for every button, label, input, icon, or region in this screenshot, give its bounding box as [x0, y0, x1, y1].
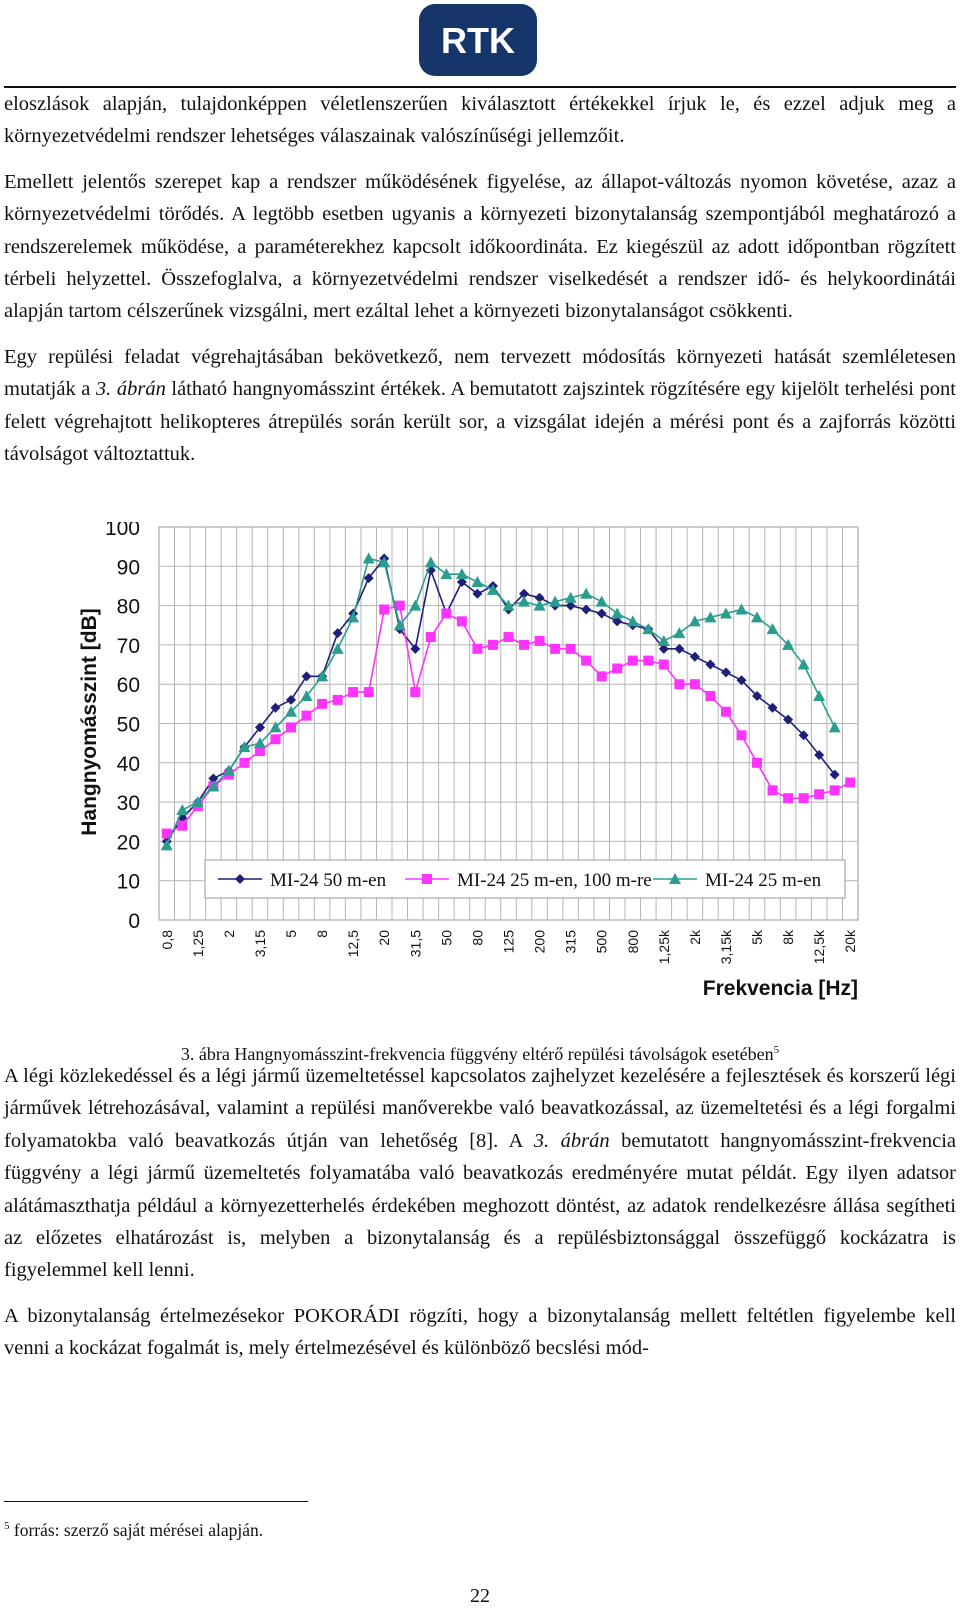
x-tick-label: 80 [469, 930, 486, 946]
series-2-point [814, 789, 824, 799]
series-2-point [441, 608, 451, 618]
page-number: 22 [470, 1585, 490, 1607]
series-2-point [737, 730, 747, 740]
series-2-point [488, 640, 498, 650]
y-tick-label: 90 [116, 556, 140, 580]
x-tick-label: 20 [376, 930, 393, 946]
legend-marker [422, 874, 432, 884]
paragraph-2: Emellett jelentős szerepet kap a rendszer működésének figyelése, az állapot-változás nyomon követése, azaz a környezetvédelmi törődés. A legtöbb esetben ugyanis a környezeti bizonytalanság szempontjából meghatározó a rendszerelemek működése, a paraméterekhez kapcsolt időkoordináta. Ez kiegészül az adott időpontban rögzített térbeli helyzettel. Összefoglalva, a környezetvédelmi rendszer viselkedését a rendszer idő- és helykoordinátái alapján tartom célszerűnek vizsgálni, mert ezáltal lehet a környezeti bizonytalanságot csökkenti. [4, 170, 956, 323]
figure-ref: 3. ábrán [95, 378, 166, 401]
series-2-point [177, 821, 187, 831]
series-2-point [348, 687, 358, 697]
y-tick-label: 40 [116, 752, 140, 776]
x-tick-label: 3,15k [717, 930, 734, 965]
y-tick-label: 60 [116, 674, 140, 698]
series-2-point [721, 707, 731, 717]
paragraph-5: A bizonytalanság értelmezésekor POKORÁDI rögzíti, hogy a bizonytalanság mellett feltétlen figyelembe kell venni a kockázat fogalmát is, mely értelmezésével és különböző becslési mód- [4, 1304, 956, 1360]
series-2-point [333, 695, 343, 705]
series-2-point [628, 656, 638, 666]
series-2-point [426, 632, 436, 642]
x-tick-label: 8 [314, 930, 331, 938]
x-tick-label: 5 [283, 930, 300, 938]
series-2-point [674, 679, 684, 689]
paragraph-3: Egy repülési feladat végrehajtásában bekövetkező, nem tervezett módosítás környezeti hatását szemléletesen mutatják a 3. ábrán látható hangnyomásszint értékek. A bemutatott zajszintek rögzítésére egy kijelölt terhelési pont felett végrehajtott helikopteres átrepülés során került sor, a vizsgálat idején a mérési pont és a zajforrás közötti távolságot változtattuk. [4, 345, 956, 466]
series-2-point [643, 656, 653, 666]
series-2-point [550, 644, 560, 654]
y-tick-label: 0 [128, 910, 140, 933]
x-tick-label: 50 [438, 930, 455, 946]
rtk-logo [418, 3, 538, 77]
x-tick-label: 31,5 [407, 930, 424, 958]
x-tick-label: 5k [749, 930, 766, 945]
x-tick-label: 800 [624, 930, 641, 954]
y-tick-label: 70 [116, 634, 140, 658]
x-tick-label: 0,8 [158, 930, 175, 950]
series-2-point [472, 644, 482, 654]
x-tick-label: 315 [562, 930, 579, 954]
y-tick-label: 80 [116, 595, 140, 619]
body-text-bottom [4, 1060, 956, 1378]
series-2-point [597, 671, 607, 681]
series-2-point [659, 660, 669, 670]
series-2-point [566, 644, 576, 654]
x-tick-label: 12,5 [345, 930, 362, 958]
footnote-rule [4, 1501, 308, 1502]
series-2-point [364, 687, 374, 697]
y-tick-label: 10 [116, 870, 140, 894]
body-text-top [4, 88, 956, 483]
series-2-point [845, 777, 855, 787]
legend-label: MI-24 25 m-en [705, 870, 822, 891]
x-tick-label: 8k [780, 930, 797, 945]
series-2-point [705, 691, 715, 701]
series-2-point [799, 793, 809, 803]
x-tick-label: 200 [531, 930, 548, 954]
x-tick-label: 3,15 [251, 930, 268, 958]
y-axis-title: Hangnyomásszint [dB] [78, 608, 101, 836]
series-2-point [379, 605, 389, 615]
series-2-point [612, 663, 622, 673]
series-2-point [783, 793, 793, 803]
series-2-point [410, 687, 420, 697]
series-2-point [519, 640, 529, 650]
series-2-point [768, 785, 778, 795]
paragraph-1: eloszlások alapján, tulajdonképpen véletlenszerűen kiválasztott értékekkel írjuk le, és ezzel adjuk meg a környezetvédelmi rendszer lehetséges válaszainak valószínűségi jellemzőit. [4, 93, 956, 148]
sound-pressure-chart [70, 522, 870, 1012]
paragraph-4: A légi közlekedéssel és a légi jármű üzemeltetéssel kapcsolatos zajhelyzet kezelésére a fejlesztések és korszerű légi járművek létrehozásával, valamint a repülési manőverekbe való beavatkozással, az üzemeltetési és a légi forgalmi folyamatokba való beavatkozás útján van lehetőség [8]. A 3. ábrán bemutatott hangnyomásszint-frekvencia függvény a légi jármű üzemeltetés folyamatába való beavatkozás eredményére mutat példát. Egy ilyen adatsor alátámaszthatja például a környezetterhelés érdekében meghozott döntést, az adatok rendelkezésre állása segítheti az előzetes elhatározást is, melyben a bizonytalanság és a repülésbiztonsággal összefüggő kockázatra is figyelemmel kell lenni. [4, 1065, 956, 1282]
series-2-point [752, 758, 762, 768]
series-2-point [581, 656, 591, 666]
series-2-point [690, 679, 700, 689]
series-2-point [535, 636, 545, 646]
series-2-point [239, 758, 249, 768]
series-2-point [457, 616, 467, 626]
series-2-point [830, 785, 840, 795]
x-tick-label: 1,25 [189, 930, 206, 958]
series-2-point [302, 711, 312, 721]
x-tick-label: 500 [593, 930, 610, 954]
figure-ref: 3. ábrán [533, 1129, 610, 1152]
logo-text: RTK [441, 20, 515, 61]
x-tick-label: 20k [842, 930, 859, 953]
y-tick-label: 20 [116, 831, 140, 855]
x-tick-label: 2 [220, 930, 237, 938]
series-2-point [317, 699, 327, 709]
x-tick-label: 12,5k [811, 930, 828, 965]
series-2-point [286, 722, 296, 732]
series-2-point [504, 632, 514, 642]
x-tick-label: 125 [500, 930, 517, 954]
y-tick-label: 50 [116, 713, 140, 737]
y-tick-label: 30 [116, 792, 140, 816]
x-tick-label: 1,25k [655, 930, 672, 965]
series-2-point [271, 734, 281, 744]
x-axis-title: Frekvencia [Hz] [702, 977, 858, 1000]
y-tick-label: 100 [104, 522, 140, 540]
x-tick-label: 2k [686, 930, 703, 945]
figure-caption: 3. ábra Hangnyomásszint-frekvencia függvény eltérő repülési távolságok esetében$^5$ [180, 1044, 780, 1064]
footnote: $^5$ forrás: szerző saját mérései alapján. [4, 1520, 264, 1540]
legend-label: MI-24 25 m-en, 100 m-re [457, 870, 652, 891]
legend-label: MI-24 50 m-en [270, 870, 387, 891]
